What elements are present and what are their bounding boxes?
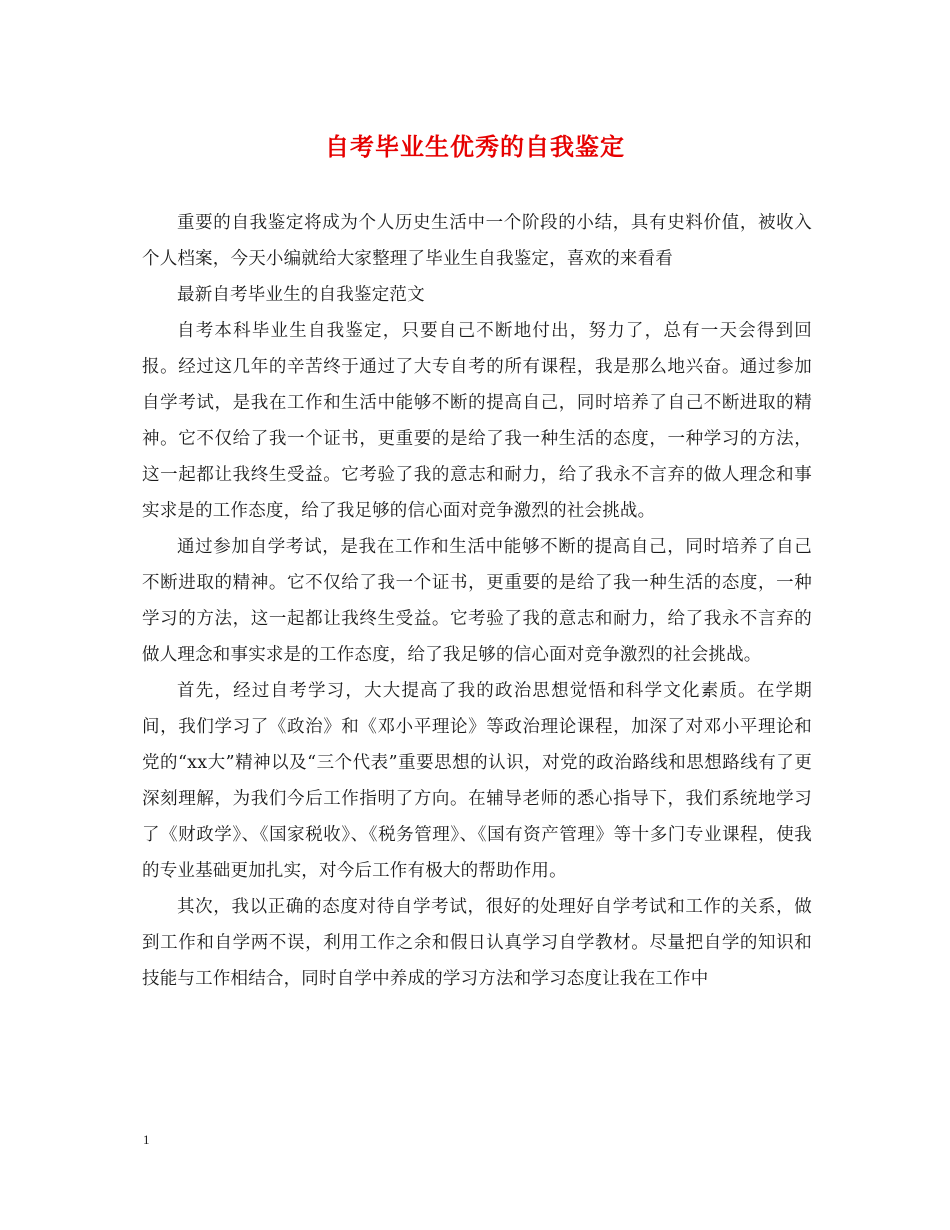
paragraph-intro: 重要的自我鉴定将成为个人历史生活中一个阶段的小结，具有史料价值，被收入个人档案，今天小编就给大家整理了毕业生自我鉴定，喜欢的来看看 <box>142 213 812 269</box>
paragraph-first: 首先，经过自考学习，大大提高了我的政治思想觉悟和科学文化素质。在学期间，我们学习了《政治》和《邓小平理论》等政治理论课程，加深了对邓小平理论和党的“xx大”精神以及“三个代表”重要思想的认识，对党的政治路线和思想路线有了更深刻理解，为我们今后工作指明了方向。在辅导老师的悉心指导下，我们系统地学习了《财政学》、《国家税收》、《税务管理》、《国有资产管理》等十多门专业课程，使我的专业基础更加扎实，对今后工作有极大的帮助作用。 <box>142 681 812 881</box>
paragraph-second: 其次，我以正确的态度对待自学考试，很好的处理好自学考试和工作的关系，做到工作和自学两不误，利用工作之余和假日认真学习自学教材。尽量把自学的知识和技能与工作相结合，同时自学中养成的学习方法和学习态度让我在工作中 <box>142 897 812 989</box>
page-number: 1 <box>143 1132 150 1147</box>
paragraph-exam-benefits: 通过参加自学考试，是我在工作和生活中能够不断的提高自己，同时培养了自己不断进取的精神。它不仅给了我一个证书，更重要的是给了我一种生活的态度，一种学习的方法，这一起都让我终生受益。它考验了我的意志和耐力，给了我永不言弃的做人理念和事实求是的工作态度，给了我足够的信心面对竞争激烈的社会挑战。 <box>142 537 812 665</box>
paragraph-self-assessment: 自考本科毕业生自我鉴定，只要自己不断地付出，努力了，总有一天会得到回报。经过这几年的辛苦终于通过了大专自考的所有课程，我是那么地兴奋。通过参加自学考试，是我在工作和生活中能够不断的提高自己，同时培养了自己不断进取的精神。它不仅给了我一个证书，更重要的是给了我一种生活的态度，一种学习的方法，这一起都让我终生受益。它考验了我的意志和耐力，给了我永不言弃的做人理念和事实求是的工作态度，给了我足够的信心面对竞争激烈的社会挑战。 <box>142 321 812 521</box>
document-title: 自考毕业生优秀的自我鉴定 <box>325 132 625 161</box>
paragraph-subheading: 最新自考毕业生的自我鉴定范文 <box>177 285 425 305</box>
document-body <box>142 205 812 997</box>
